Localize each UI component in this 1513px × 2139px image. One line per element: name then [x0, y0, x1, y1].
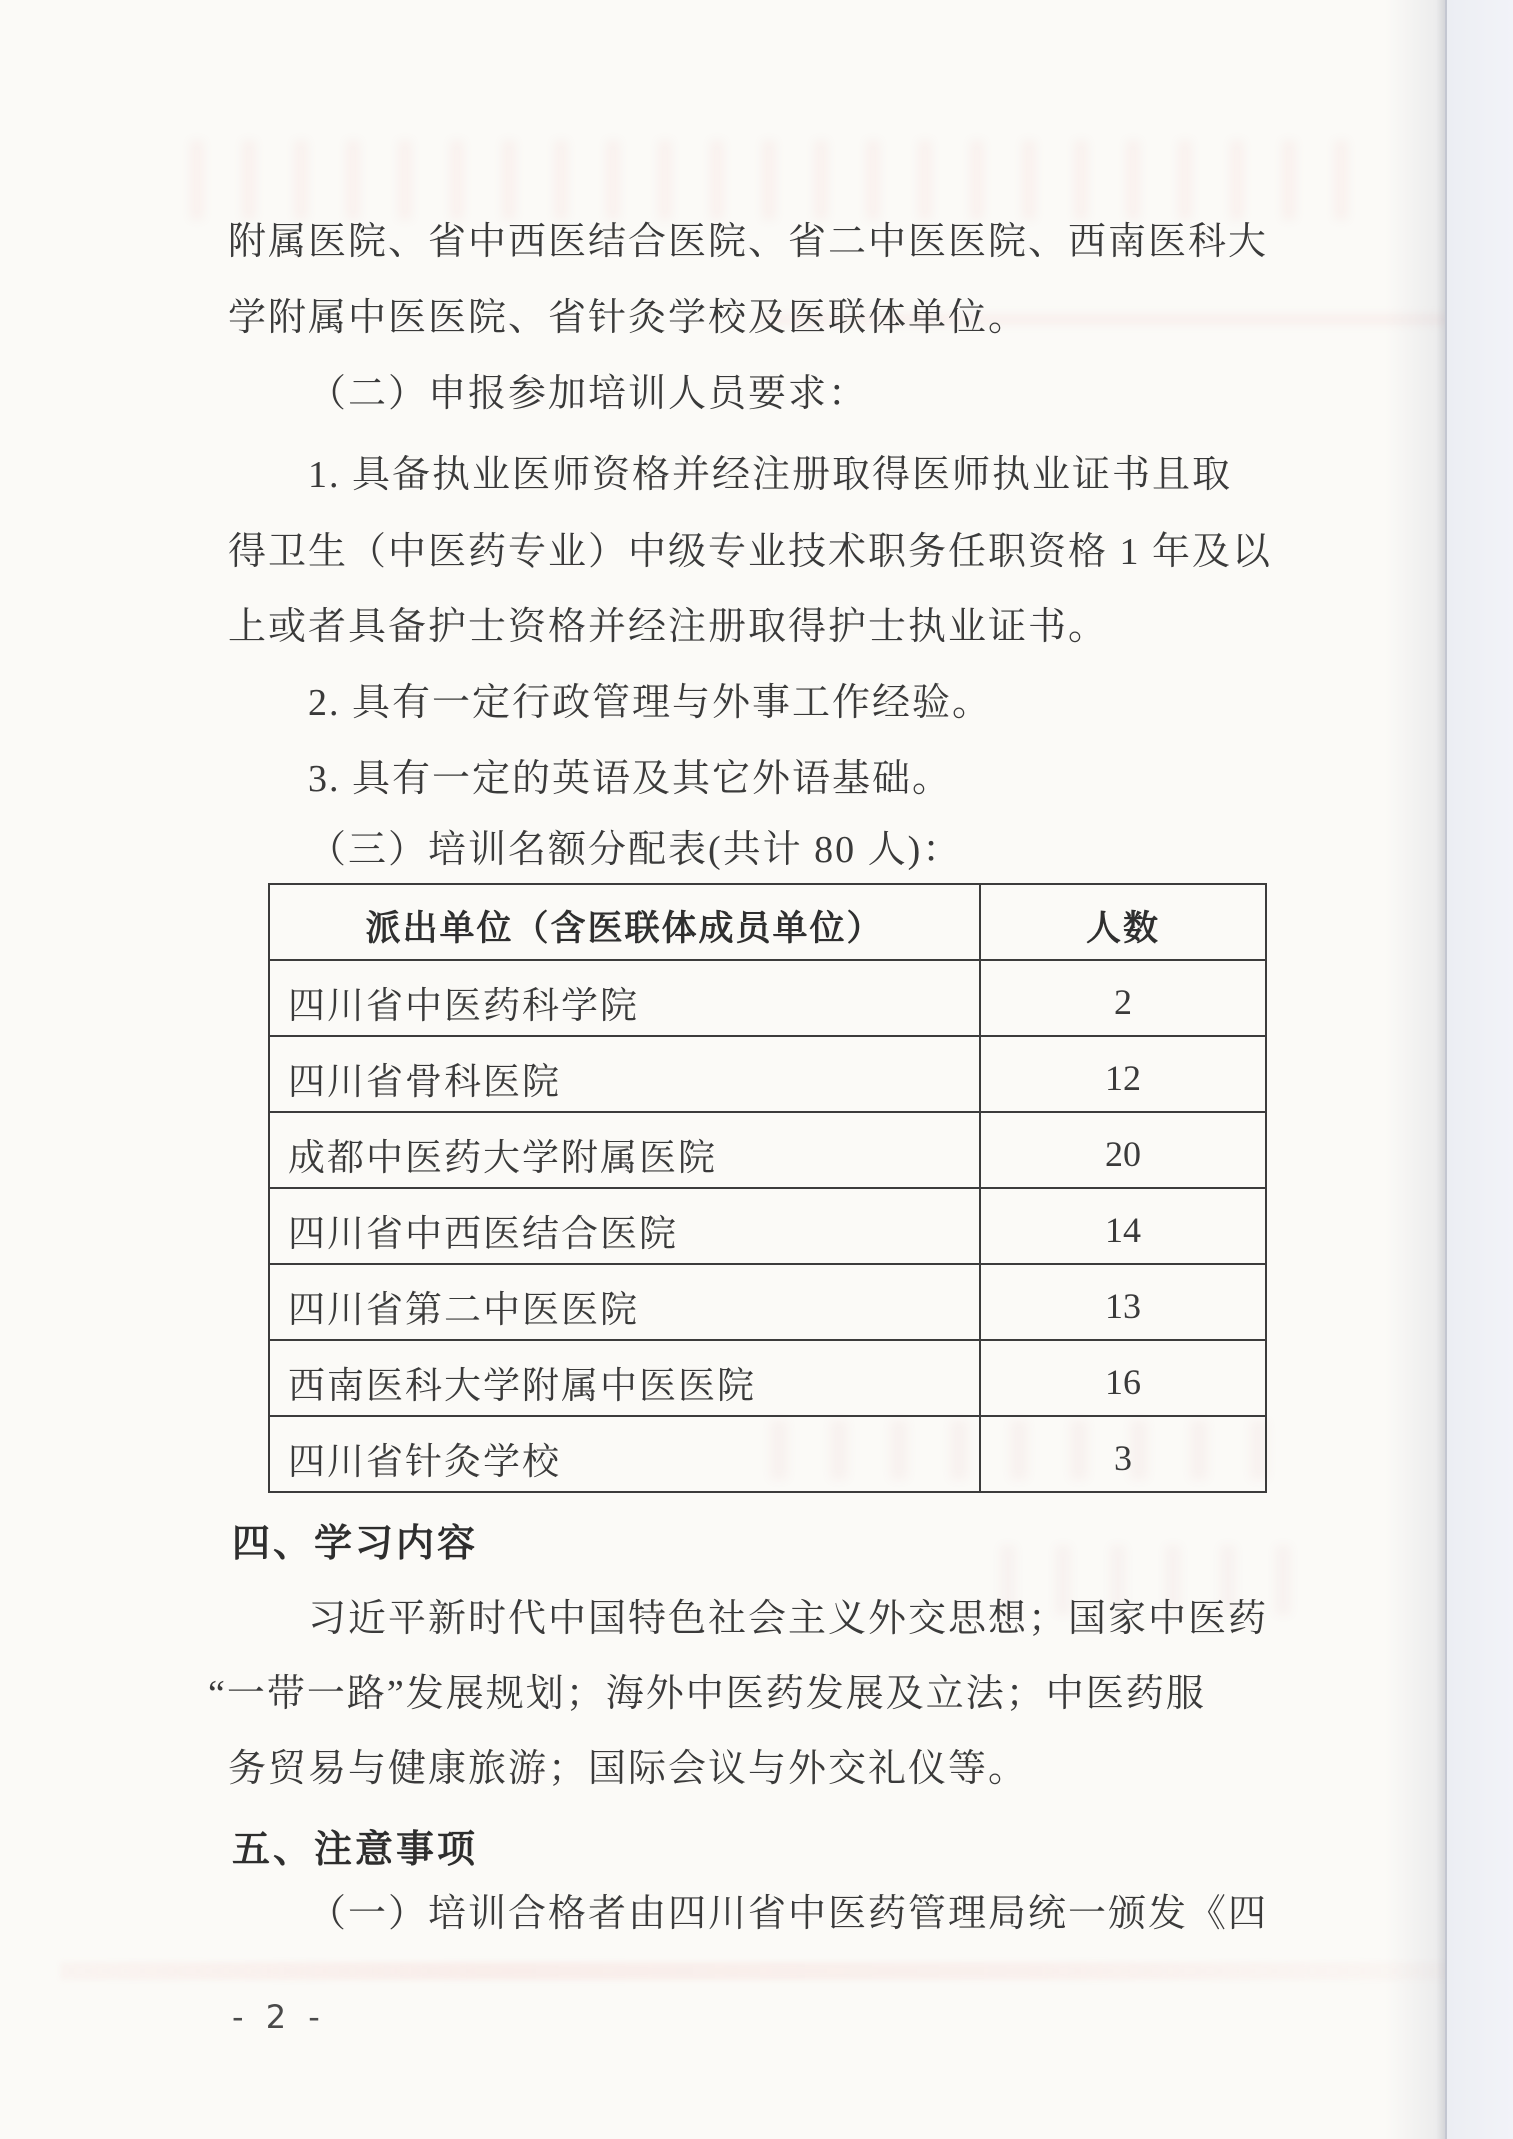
paragraph-line: 学附属中医医院、省针灸学校及医联体单位。 [228, 297, 1029, 339]
unit-cell: 四川省针灸学校 [269, 1416, 980, 1492]
column-header-count: 人数 [980, 884, 1266, 960]
paragraph-line: 附属医院、省中西医结合医院、省二中医医院、西南医科大 [228, 221, 1269, 263]
scan-bleedthrough-artifact [190, 140, 1370, 220]
scanner-background-strip [1445, 0, 1513, 2139]
requirement-1-line: 1. 具备执业医师资格并经注册取得医师执业证书且取 [308, 454, 1233, 496]
unit-cell: 西南医科大学附属中医医院 [269, 1340, 980, 1416]
unit-cell: 成都中医药大学附属医院 [269, 1112, 980, 1188]
table-row [269, 1416, 1266, 1492]
scan-bleedthrough-artifact [60, 1962, 1460, 1980]
count-cell: 20 [980, 1112, 1266, 1188]
unit-cell: 四川省骨科医院 [269, 1036, 980, 1112]
count-cell: 14 [980, 1188, 1266, 1264]
requirement-1-line: 上或者具备护士资格并经注册取得护士执业证书。 [228, 606, 1109, 648]
count-cell: 3 [980, 1416, 1266, 1492]
page-number: - 2 - [232, 1998, 326, 2036]
unit-cell: 四川省第二中医医院 [269, 1264, 980, 1340]
count-cell: 16 [980, 1340, 1266, 1416]
section-4-paragraph-line: 务贸易与健康旅游；国际会议与外交礼仪等。 [228, 1748, 1029, 1790]
section-4-title: 四、学习内容 [232, 1521, 479, 1565]
column-header-unit: 派出单位（含医联体成员单位） [269, 884, 980, 960]
page-fold-shadow [1385, 0, 1445, 2139]
subsection-2-heading: （二）申报参加培训人员要求： [308, 373, 869, 415]
table-row [269, 960, 1266, 1036]
section-4-paragraph-line: “一带一路”发展规划；海外中医药发展及立法；中医药服 [208, 1673, 1206, 1715]
section-5-paragraph-line: （一）培训合格者由四川省中医药管理局统一颁发《四 [308, 1893, 1269, 1935]
table-row [269, 1264, 1266, 1340]
section-4-paragraph-line: 习近平新时代中国特色社会主义外交思想；国家中医药 [308, 1598, 1269, 1640]
table-row [269, 1188, 1266, 1264]
unit-cell: 四川省中医药科学院 [269, 960, 980, 1036]
requirement-2-line: 2. 具有一定行政管理与外事工作经验。 [308, 682, 993, 724]
quota-allocation-table [268, 883, 1267, 1493]
table-row [269, 1340, 1266, 1416]
table-row [269, 1112, 1266, 1188]
requirement-1-line: 得卫生（中医药专业）中级专业技术职务任职资格 1 年及以 [228, 531, 1273, 573]
count-cell: 2 [980, 960, 1266, 1036]
unit-cell: 四川省中西医结合医院 [269, 1188, 980, 1264]
table-row [269, 1036, 1266, 1112]
count-cell: 13 [980, 1264, 1266, 1340]
subsection-3-heading: （三）培训名额分配表(共计 80 人)： [308, 829, 963, 871]
requirement-3-line: 3. 具有一定的英语及其它外语基础。 [308, 758, 953, 800]
section-5-title: 五、注意事项 [232, 1827, 479, 1871]
count-cell: 12 [980, 1036, 1266, 1112]
table-header-row [269, 884, 1266, 960]
